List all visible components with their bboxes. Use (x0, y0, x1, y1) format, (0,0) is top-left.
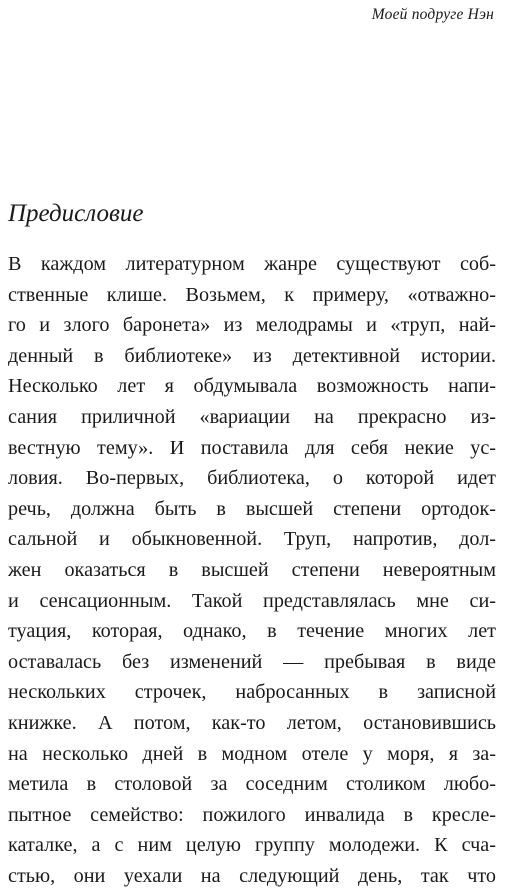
text-line: вестную тему». И поставила для себя некие ус- (8, 436, 496, 459)
text-line: книжке. А потом, как-то летом, остановившись (8, 711, 496, 734)
chapter-heading: Предисловие (8, 200, 144, 227)
text-line: ственные клише. Возьмем, к примеру, «отважно- (8, 283, 496, 306)
text-line: пытное семейство: пожилого инвалида в кресле- (8, 803, 496, 826)
text-line: речь, должна быть в высшей степени ортодок- (8, 497, 496, 520)
text-line: сальной и обыкновенной. Труп, напротив, дол- (8, 528, 496, 551)
body-text (8, 249, 496, 891)
dedication: Моей подруге Нэн (371, 6, 494, 23)
text-line: нескольких строчек, набросанных в записной (8, 681, 496, 704)
text-line: денный в библиотеке» из детективной истории. (8, 344, 496, 367)
text-line: сания приличной «вариации на прекрасно из- (8, 405, 496, 428)
text-line: стью, они уехали на следующий день, так что (8, 864, 496, 887)
text-line: жен оказаться в высшей степени невероятным (8, 558, 496, 581)
text-line: Несколько лет я обдумывала возможность напи- (8, 375, 496, 398)
text-line: В каждом литературном жанре существуют соб- (8, 253, 496, 275)
text-line: туация, которая, однако, в течение многих лет (8, 620, 496, 643)
text-line: на несколько дней в модном отеле у моря, я за- (8, 742, 496, 765)
text-line: каталке, а с ним целую группу молодежи. К сча- (8, 834, 496, 857)
text-line: го и злого баронета» из мелодрамы и «труп, най- (8, 314, 496, 337)
text-line: метила в столовой за соседним столиком любо- (8, 773, 496, 796)
text-line: и сенсационным. Такой представлялась мне си- (8, 589, 496, 612)
text-line: оставалась без изменений — пребывая в виде (8, 650, 496, 673)
text-line: ловия. Во-первых, библиотека, о которой идет (8, 467, 496, 490)
